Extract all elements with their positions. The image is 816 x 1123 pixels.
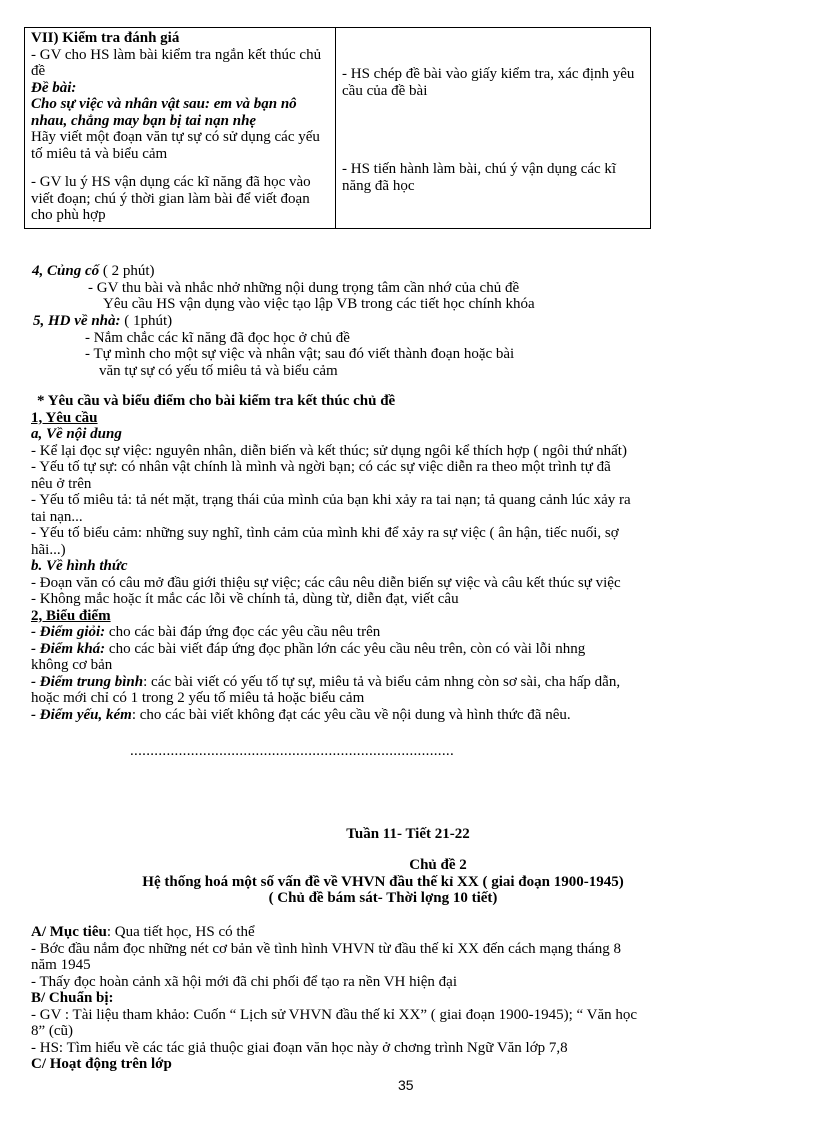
grade-weak-label: - Điểm yếu, kém [31,706,132,723]
content-line: - Kể lại đọc sự việc: nguyên nhân, diễn biến và kết thúc; sử dụng ngôi kể thích hợp ( ngôi thứ nhất) [31,442,627,459]
preparation-line: - GV : Tài liệu tham khảo: Cuốn “ Lịch sử VHVN đầu thế kỉ XX” ( giai đoạn 1900-1945); “ Văn học [31,1006,638,1023]
content-line: nêu ở trên [31,475,92,492]
topic-title: Hệ thống hoá một số vấn đề về VHVN đầu thế kỉ XX ( giai đoạn 1900-1945) [142,873,624,890]
content-line: hãi...) [31,541,66,558]
homework-line: văn tự sự có yếu tố miêu tả và biểu cảm [99,362,338,379]
separator-dots: ................................................................................ [130,743,454,759]
objectives-line: - Thấy đọc hoàn cảnh xã hội mới đã chi phối để tạo ra nền VH hiện đại [31,973,458,990]
content-line: tai nạn... [31,508,83,525]
grade-good-text-cont: không cơ bản [31,657,113,673]
objectives-heading: A/ Mục tiêu [31,924,107,940]
grade-average-label: - Điểm trung bình [31,673,144,690]
grade-weak-text: : cho các bài viết không đạt các yêu cầu về nội dung và hình thức đã nêu. [131,706,571,723]
teacher-note: - GV lu ý HS vận dụng các kĩ năng đã học vào viết đoạn; chú ý thời gian làm bài để viết đoạn cho phù hợp [31,174,311,223]
content-line: - Yếu tố miêu tả: tả nét mặt, trạng thái của mình của bạn khi xảy ra tai nạn; tả quang cảnh lúc xảy ra [31,492,631,508]
page-number: 35 [398,1077,414,1093]
exercise-prompt: Cho sự việc và nhân vật sau: em và bạn nô nhau, chẳng may bạn bị tai nạn nhẹ [31,96,297,129]
requirements-title: * Yêu cầu và biểu điểm cho bài kiểm tra kết thúc chủ đề [37,393,396,409]
activities-heading: C/ Hoạt động trên lớp [31,1056,172,1072]
homework-line: - Tự mình cho một sự việc và nhân vật; sau đó viết thành đoạn hoặc bài [85,346,515,362]
grade-excellent-text: cho các bài đáp ứng đọc các yêu cầu nêu trên [105,624,381,640]
grade-good-text: cho các bài viết đáp ứng đọc phần lớn các yêu cầu nêu trên, còn có vài lỗi nhng [105,640,586,657]
topic-header [0,857,816,907]
student-action-2: - HS tiến hành làm bài, chú ý vận dụng các kĩ năng đã học [342,161,617,194]
homework-section [33,313,514,379]
form-line: - Đoạn văn có câu mở đầu giới thiệu sự việc; các câu nêu diễn biến sự việc và câu kết thúc sự việc [31,574,621,591]
exercise-task: Hãy viết một đoạn văn tự sự có sử dụng các yếu tố miêu tả và biểu cảm [31,129,320,162]
week-header [0,826,816,843]
objectives-line: - Bớc đầu nắm đọc những nét cơ bản về tình hình VHVN từ đầu thế kỉ XX đến cách mạng tháng 8 [31,940,622,957]
section-heading: VII) Kiểm tra đánh giá [31,30,180,46]
homework-time: ( 1phút) [120,313,173,329]
objectives-intro: : Qua tiết học, HS có thể [106,924,255,940]
homework-heading: 5, HD về nhà: [33,313,121,329]
student-column [336,28,651,229]
requirements-subheading: 1, Yêu cầu [31,409,98,426]
grade-excellent-label: - Điểm giỏi: [31,624,106,640]
objectives-section [31,924,791,1073]
teacher-column [25,28,336,229]
consolidation-line: - GV thu bài và nhắc nhở những nội dung trọng tâm cần nhớ của chủ đề [88,279,520,296]
content-line: - Yếu tố tự sự: có nhân vật chính là mình và ngời bạn; có các sự việc diễn ra theo một trình tự đã [31,459,611,475]
week-title: Tuần 11- Tiết 21-22 [346,826,470,842]
grading-subheading: 2, Biểu điểm [31,607,111,624]
exercise-label: Đề bài: [31,79,77,96]
teacher-instruction: - GV cho HS làm bài kiểm tra ngắn kết thúc chủ đề [31,46,322,79]
consolidation-heading: 4, Củng cố [32,263,100,279]
consolidation-line: Yêu cầu HS vận dụng vào việc tạo lập VB trong các tiết học chính khóa [103,296,535,312]
consolidation-section [32,263,535,313]
form-heading: b. Về hình thức [31,558,128,574]
student-action-1: - HS chép đề bài vào giấy kiểm tra, xác định yêu cầu của đề bài [342,66,635,99]
grade-average-text: : các bài viết có yếu tố tự sự, miêu tả và biểu cảm nhng còn sơ sài, cha hấp dẫn, [143,673,621,690]
form-line: - Không mắc hoặc ít mắc các lỗi về chính tả, dùng từ, diễn đạt, viết câu [31,591,459,607]
topic-number: Chủ đề 2 [409,857,467,873]
preparation-line: 8” (cũ) [31,1023,74,1039]
requirements-section [31,393,791,723]
content-heading: a, Về nội dung [31,426,122,442]
activity-table [24,27,651,229]
topic-subtitle: ( Chủ đề bám sát- Thời lợng 10 tiết) [268,890,498,906]
grade-average-text-cont: hoặc mới chỉ có 1 trong 2 yếu tố miêu tả hoặc biểu cảm [31,690,365,706]
objectives-line: năm 1945 [31,957,91,973]
consolidation-time: ( 2 phút) [99,263,155,279]
homework-line: - Nắm chắc các kĩ năng đã đọc học ở chủ đề [85,329,350,346]
preparation-line: - HS: Tìm hiểu về các tác giả thuộc giai đoạn văn học này ở chơng trình Ngữ Văn lớp 7,8 [31,1039,568,1056]
grade-good-label: - Điểm khá: [31,640,106,657]
content-line: - Yếu tố biểu cảm: những suy nghĩ, tình cảm của mình khi để xảy ra sự việc ( ân hận, tiếc nuối, sợ [31,525,619,541]
preparation-heading: B/ Chuẩn bị: [31,990,114,1006]
